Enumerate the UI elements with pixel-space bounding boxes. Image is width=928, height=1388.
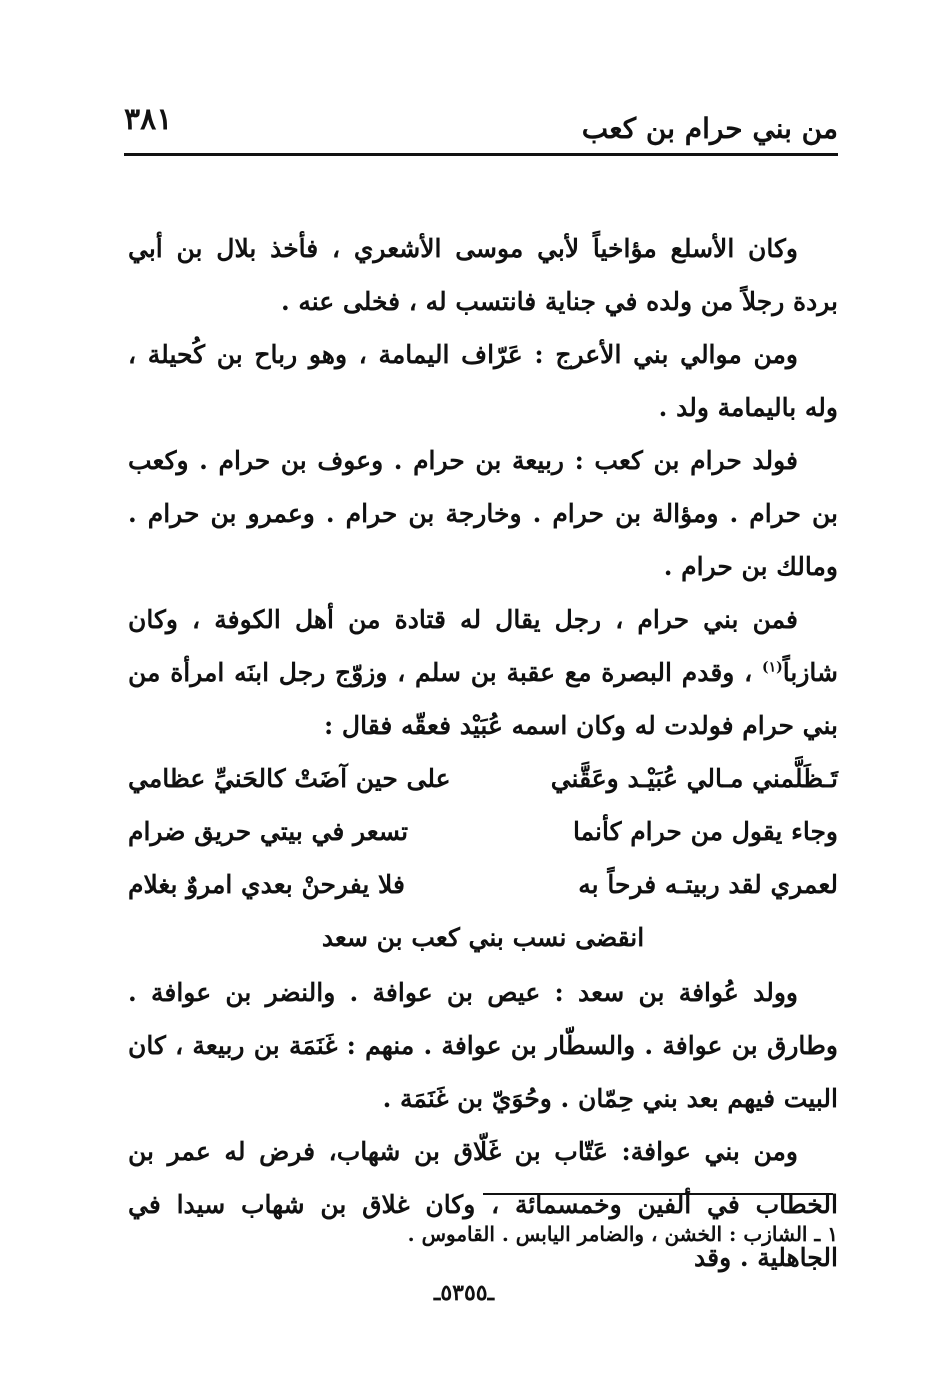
- paragraph-text: ، وقدم البصرة مع عقبة بن سلم ، وزوّج رجل ابنَه امرأة من بني حرام فولدت له وكان اسمه عُبَيْد فعقّه فقال :: [128, 658, 838, 740]
- paragraph: ومن بني عوافة: عَتّاب بن غَلّاق بن شهاب، فرض له عمر بن الخطاب في ألفين وخمسمائة ، وكان غلاق بن شهاب سيدا في الجاهلية . وقد: [128, 1137, 838, 1272]
- paragraph: [128, 593, 838, 752]
- verse-line: [128, 752, 838, 805]
- paragraph: وولد عُوافة بن سعد : عيص بن عوافة . والنضر بن عوافة . وطارق بن عوافة . والسطّار بن عوافة . منهم : غَنَمَة بن ربيعة ، كان البيت فيهم بعد بني حِمّان . وحُوَيّ بن غَنَمَة .: [128, 978, 838, 1113]
- verse-first-hemistich: تَـظَلَّمني مـالي عُبَيْـد وعَقَّني: [550, 764, 838, 793]
- footnote: ١ ـ الشازب : الخشن ، والضامر اليابس . القاموس .: [407, 1222, 838, 1246]
- paragraph: وكان الأسلع مؤاخياً لأبي موسى الأشعري ، فأخذ بلال بن أبي بردة رجلاً من ولده في جناية فانتسب له ، فخلى عنه .: [128, 234, 838, 316]
- page-number: ٣٨١: [124, 102, 173, 137]
- running-title: من بني حرام بن كعب: [581, 112, 838, 145]
- page-code: ـ٥٣٥٥ـ: [433, 1280, 495, 1306]
- section-title: انقضى نسب بني كعب بن سعد: [321, 923, 645, 952]
- verse-second-hemistich: فلا يفرحنْ بعدي امروٌ بغلام: [128, 870, 405, 899]
- paragraph-text: فمن بني حرام ، رجل يقال له قتادة من أهل الكوفة ، وكان شازباً: [128, 605, 838, 687]
- verse-line: [128, 858, 838, 911]
- main-text: [128, 222, 838, 1284]
- verse-second-hemistich: على حين آضَتْ كالحَنيِّ عظامي: [128, 764, 451, 793]
- verse-first-hemistich: لعمري لقد ربيتـه فرحاً به: [578, 870, 838, 899]
- verse-first-hemistich: وجاء يقول من حرام كأنما: [572, 817, 838, 846]
- verse-line: [128, 805, 838, 858]
- page-header: [124, 100, 838, 152]
- paragraph: ومن موالي بني الأعرج : عَرّاف اليمامة ، وهو رباح بن كُحيلة ، وله باليمامة ولد .: [128, 340, 838, 422]
- paragraph: فولد حرام بن كعب : ربيعة بن حرام . وعوف بن حرام . وكعب بن حرام . ومؤالة بن حرام . وخارجة بن حرام . وعمرو بن حرام . ومالك بن حرام .: [128, 446, 838, 581]
- header-rule: [124, 153, 838, 156]
- verse-second-hemistich: تسعر في بيتي حريق ضرام: [128, 817, 409, 846]
- footnote-reference: (١): [762, 659, 783, 676]
- footnote-rule: [483, 1193, 833, 1195]
